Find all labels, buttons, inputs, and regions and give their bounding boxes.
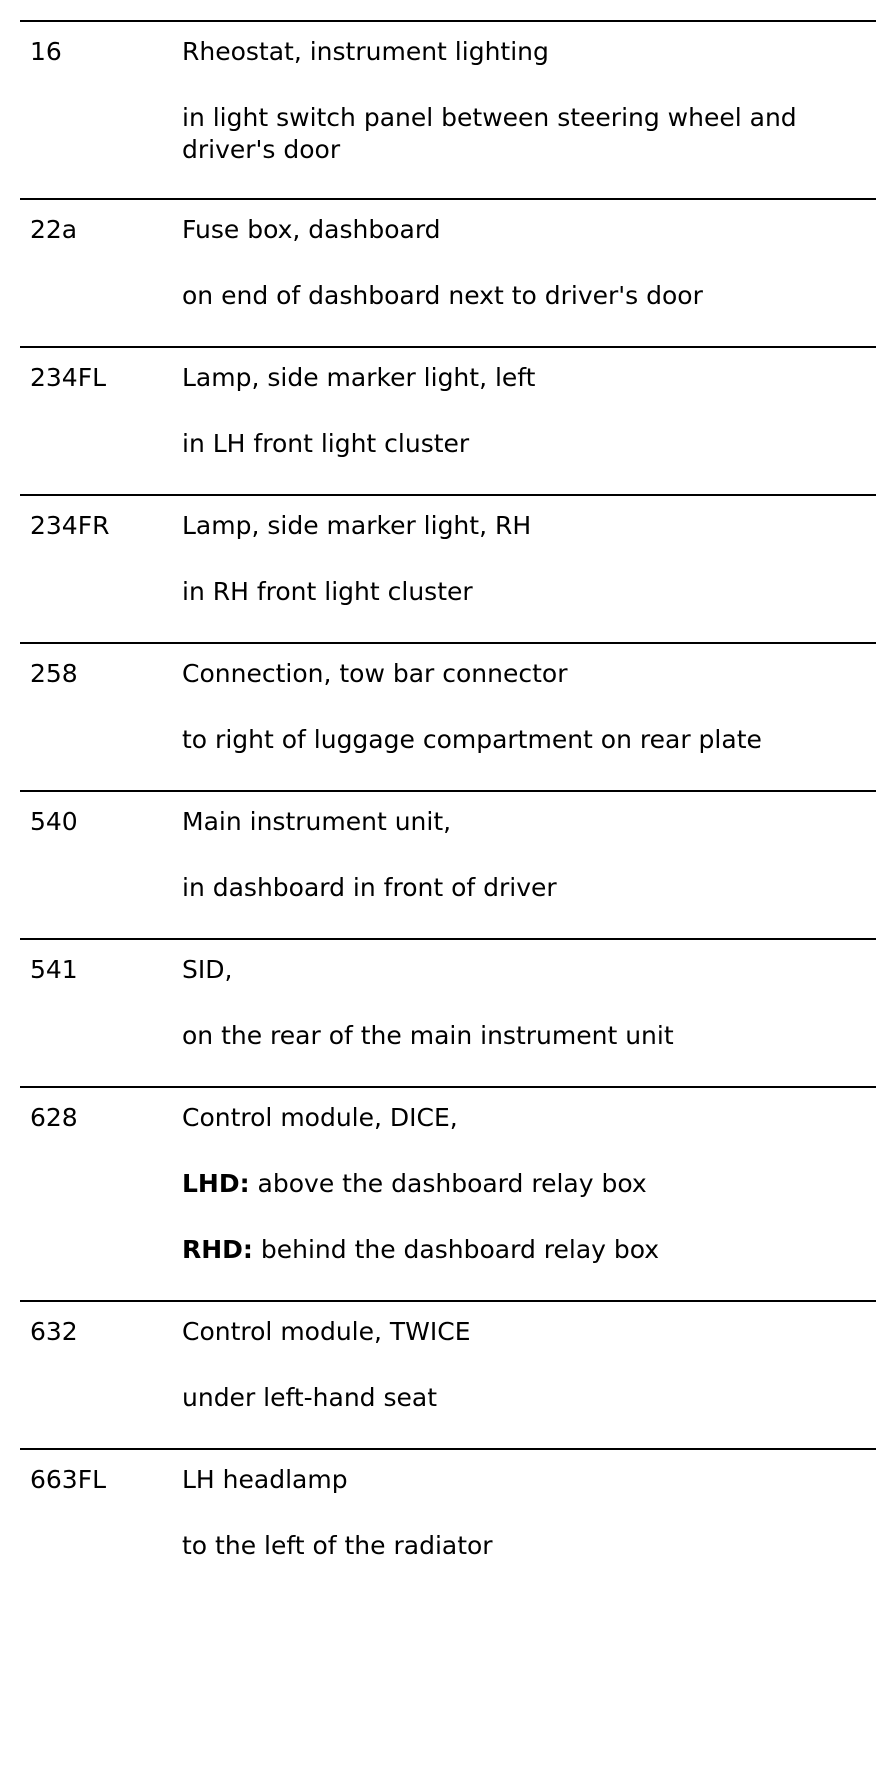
component-name: Fuse box, dashboard [182,215,441,244]
component-code: 16 [30,37,62,66]
table-row-663fl [20,1448,876,1594]
component-description [182,214,876,312]
lhd-location-text: above the dashboard relay box [249,1169,647,1198]
component-code: 540 [30,807,78,836]
component-description [182,954,876,1052]
component-description [182,806,876,904]
table-row-234fr [20,494,876,642]
component-code: 234FL [30,363,107,392]
component-description [182,362,876,460]
component-location: on the rear of the main instrument unit [182,1021,674,1050]
component-description [182,1464,876,1562]
table-row-234fl [20,346,876,494]
component-description [182,1316,876,1414]
component-code: 22a [30,215,78,244]
component-name: LH headlamp [182,1465,348,1494]
table-row-541 [20,938,876,1086]
component-name: Lamp, side marker light, left [182,363,536,392]
component-description [182,1102,876,1266]
component-location-rhd [182,1234,876,1266]
table-row-540 [20,790,876,938]
table-row-632 [20,1300,876,1448]
component-location-table [20,20,876,1594]
component-code: 234FR [30,511,110,540]
component-location: on end of dashboard next to driver's door [182,281,703,310]
component-code: 258 [30,659,78,688]
component-name: SID, [182,955,233,984]
component-location-lhd [182,1168,876,1200]
rhd-location-text: behind the dashboard relay box [252,1235,660,1264]
rhd-label: RHD: [182,1235,253,1264]
component-location: in light switch panel between steering wheel and driver's door [182,103,797,164]
component-description [182,510,876,608]
table-row-22a [20,198,876,346]
component-name: Lamp, side marker light, RH [182,511,532,540]
component-location: in dashboard in front of driver [182,873,557,902]
lhd-label: LHD: [182,1169,250,1198]
component-name: Control module, DICE, [182,1103,458,1132]
component-name: Connection, tow bar connector [182,659,568,688]
component-code: 541 [30,955,78,984]
component-code: 632 [30,1317,78,1346]
component-location: in LH front light cluster [182,429,470,458]
component-name: Control module, TWICE [182,1317,471,1346]
component-location: to the left of the radiator [182,1531,493,1560]
component-code: 663FL [30,1465,107,1494]
component-description [182,658,876,756]
component-description [182,36,876,166]
component-name: Main instrument unit, [182,807,452,836]
table-row-258 [20,642,876,790]
table-row-628 [20,1086,876,1300]
component-location: under left-hand seat [182,1383,438,1412]
component-location: to right of luggage compartment on rear plate [182,725,762,754]
component-code: 628 [30,1103,78,1132]
component-location: in RH front light cluster [182,577,473,606]
component-name: Rheostat, instrument lighting [182,37,549,66]
table-row-16 [20,20,876,198]
